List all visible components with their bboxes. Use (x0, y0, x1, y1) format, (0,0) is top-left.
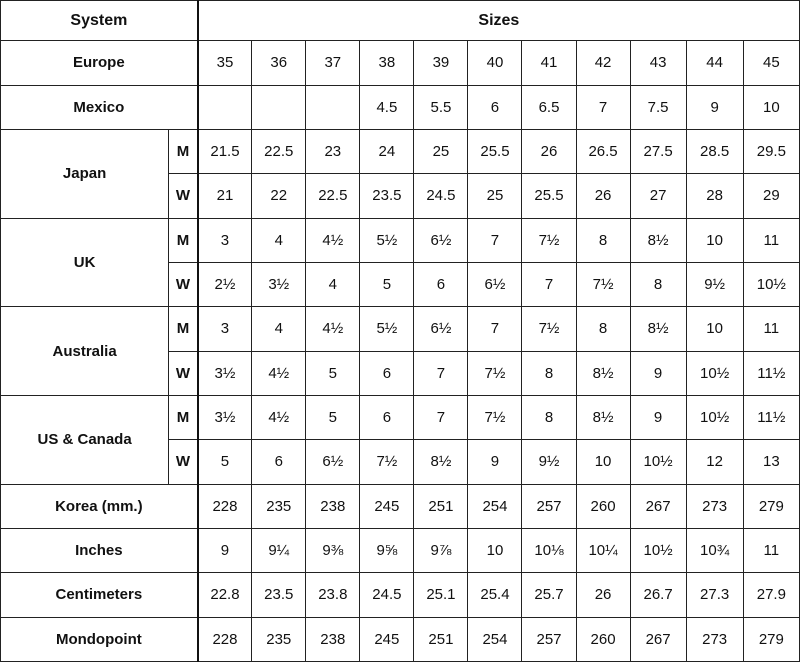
size-cell: 13 (743, 440, 799, 484)
size-cell: 9⅞ (414, 528, 468, 572)
size-cell: 7 (576, 85, 630, 129)
table-row (1, 307, 800, 351)
size-cell: 10½ (686, 395, 743, 439)
size-cell: 21 (198, 174, 252, 218)
size-cell: 26 (576, 573, 630, 617)
size-cell: 238 (306, 484, 360, 528)
size-cell: 5 (306, 395, 360, 439)
size-cell: 8½ (630, 218, 686, 262)
system-label: Korea (mm.) (1, 484, 198, 528)
system-header: System (1, 1, 198, 41)
size-cell: 6 (360, 351, 414, 395)
size-cell: 4 (306, 262, 360, 306)
table-row (1, 395, 800, 439)
size-cell: 10½ (686, 351, 743, 395)
size-cell: 24.5 (360, 573, 414, 617)
system-label: UK (1, 218, 169, 307)
size-cell: 3½ (198, 351, 252, 395)
size-cell: 25.5 (522, 174, 576, 218)
size-cell: 38 (360, 41, 414, 85)
table-row (1, 85, 800, 129)
size-cell: 40 (468, 41, 522, 85)
size-cell: 3½ (252, 262, 306, 306)
size-cell: 9 (630, 351, 686, 395)
size-cell: 7.5 (630, 85, 686, 129)
size-cell: 28 (686, 174, 743, 218)
size-cell: 5.5 (414, 85, 468, 129)
size-cell: 8½ (414, 440, 468, 484)
size-cell: 28.5 (686, 129, 743, 173)
table-row (1, 218, 800, 262)
size-cell: 6 (414, 262, 468, 306)
size-cell: 9 (686, 85, 743, 129)
size-cell: 10¾ (686, 528, 743, 572)
size-cell: 9 (468, 440, 522, 484)
size-cell: 26.5 (576, 129, 630, 173)
size-cell: 8½ (576, 395, 630, 439)
size-cell: 6½ (414, 218, 468, 262)
size-cell: 9 (198, 528, 252, 572)
size-cell: 12 (686, 440, 743, 484)
size-cell: 11 (743, 307, 799, 351)
system-label: Japan (1, 129, 169, 218)
size-cell: 4½ (252, 395, 306, 439)
size-cell: 7½ (360, 440, 414, 484)
size-cell: 21.5 (198, 129, 252, 173)
size-cell: 5 (306, 351, 360, 395)
size-cell: 8½ (576, 351, 630, 395)
size-cell: 26 (522, 129, 576, 173)
size-cell: 37 (306, 41, 360, 85)
size-cell: 4½ (306, 307, 360, 351)
size-cell: 25 (414, 129, 468, 173)
size-cell: 24 (360, 129, 414, 173)
table-row (1, 484, 800, 528)
size-cell: 27.3 (686, 573, 743, 617)
size-cell: 22.5 (252, 129, 306, 173)
size-cell: 8 (576, 307, 630, 351)
size-cell: 7½ (522, 218, 576, 262)
size-cell: 7½ (468, 351, 522, 395)
size-cell: 4 (252, 218, 306, 262)
size-cell: 9½ (522, 440, 576, 484)
size-cell: 4.5 (360, 85, 414, 129)
size-cell: 3 (198, 218, 252, 262)
system-label: Inches (1, 528, 198, 572)
size-cell: 257 (522, 617, 576, 661)
gender-label: M (169, 129, 198, 173)
size-cell: 29 (743, 174, 799, 218)
size-cell: 228 (198, 484, 252, 528)
size-cell: 251 (414, 617, 468, 661)
size-cell: 10 (686, 218, 743, 262)
size-cell: 27.9 (743, 573, 799, 617)
size-cell: 10⅛ (522, 528, 576, 572)
size-cell: 27.5 (630, 129, 686, 173)
size-cell: 11 (743, 218, 799, 262)
size-cell: 22.8 (198, 573, 252, 617)
size-cell: 29.5 (743, 129, 799, 173)
size-cell: 39 (414, 41, 468, 85)
size-cell: 25.5 (468, 129, 522, 173)
size-cell: 27 (630, 174, 686, 218)
size-cell: 7 (468, 218, 522, 262)
size-cell: 260 (576, 617, 630, 661)
size-cell: 25 (468, 174, 522, 218)
gender-label: M (169, 395, 198, 439)
size-cell: 5½ (360, 307, 414, 351)
size-cell: 35 (198, 41, 252, 85)
gender-label: W (169, 440, 198, 484)
size-cell: 267 (630, 484, 686, 528)
size-cell (252, 85, 306, 129)
size-cell: 43 (630, 41, 686, 85)
gender-label: W (169, 262, 198, 306)
size-cell: 23.8 (306, 573, 360, 617)
size-cell: 257 (522, 484, 576, 528)
size-cell: 23.5 (360, 174, 414, 218)
size-cell: 4 (252, 307, 306, 351)
size-cell: 235 (252, 484, 306, 528)
size-cell: 25.4 (468, 573, 522, 617)
size-cell: 6.5 (522, 85, 576, 129)
size-cell: 11½ (743, 395, 799, 439)
size-cell: 3 (198, 307, 252, 351)
size-cell: 238 (306, 617, 360, 661)
size-cell: 42 (576, 41, 630, 85)
size-cell: 9 (630, 395, 686, 439)
size-cell: 23.5 (252, 573, 306, 617)
size-cell: 6½ (468, 262, 522, 306)
gender-label: W (169, 351, 198, 395)
size-cell: 23 (306, 129, 360, 173)
size-cell: 7½ (522, 307, 576, 351)
size-cell: 245 (360, 617, 414, 661)
system-label: Australia (1, 307, 169, 396)
sizes-header: Sizes (198, 1, 800, 41)
size-cell: 235 (252, 617, 306, 661)
size-cell: 24.5 (414, 174, 468, 218)
size-cell: 5 (360, 262, 414, 306)
table-row (1, 129, 800, 173)
size-cell: 8 (630, 262, 686, 306)
header-row (1, 1, 800, 41)
size-cell: 279 (743, 484, 799, 528)
size-cell: 10¼ (576, 528, 630, 572)
size-cell: 267 (630, 617, 686, 661)
size-cell: 254 (468, 484, 522, 528)
size-cell (198, 85, 252, 129)
size-cell: 4½ (306, 218, 360, 262)
size-cell: 10 (468, 528, 522, 572)
size-cell: 6 (252, 440, 306, 484)
size-cell: 7 (414, 395, 468, 439)
size-cell: 8 (522, 351, 576, 395)
size-cell: 279 (743, 617, 799, 661)
size-cell: 2½ (198, 262, 252, 306)
size-cell: 260 (576, 484, 630, 528)
size-cell: 254 (468, 617, 522, 661)
size-cell: 11 (743, 528, 799, 572)
size-cell: 9⅝ (360, 528, 414, 572)
size-cell: 7 (468, 307, 522, 351)
size-cell: 9½ (686, 262, 743, 306)
size-cell: 10 (576, 440, 630, 484)
system-label: Mexico (1, 85, 198, 129)
size-cell: 25.1 (414, 573, 468, 617)
size-cell: 44 (686, 41, 743, 85)
table-row (1, 528, 800, 572)
system-label: Centimeters (1, 573, 198, 617)
size-cell: 8 (522, 395, 576, 439)
size-cell: 25.7 (522, 573, 576, 617)
size-cell: 10 (686, 307, 743, 351)
size-cell: 5 (198, 440, 252, 484)
size-cell: 6½ (414, 307, 468, 351)
table-row (1, 573, 800, 617)
size-cell: 9¼ (252, 528, 306, 572)
size-cell: 45 (743, 41, 799, 85)
size-cell: 6 (468, 85, 522, 129)
size-cell: 22.5 (306, 174, 360, 218)
size-cell: 22 (252, 174, 306, 218)
size-cell: 5½ (360, 218, 414, 262)
size-cell: 26.7 (630, 573, 686, 617)
size-cell: 10½ (630, 528, 686, 572)
size-cell: 10½ (630, 440, 686, 484)
system-label: Mondopoint (1, 617, 198, 661)
size-cell: 245 (360, 484, 414, 528)
table-row (1, 617, 800, 661)
size-cell: 11½ (743, 351, 799, 395)
size-cell: 228 (198, 617, 252, 661)
size-cell (306, 85, 360, 129)
system-label: Europe (1, 41, 198, 85)
size-cell: 7 (414, 351, 468, 395)
size-cell: 10 (743, 85, 799, 129)
size-cell: 7½ (468, 395, 522, 439)
size-cell: 36 (252, 41, 306, 85)
size-cell: 10½ (743, 262, 799, 306)
size-cell: 7½ (576, 262, 630, 306)
size-cell: 6½ (306, 440, 360, 484)
size-cell: 273 (686, 484, 743, 528)
size-cell: 3½ (198, 395, 252, 439)
size-cell: 6 (360, 395, 414, 439)
size-cell: 251 (414, 484, 468, 528)
size-cell: 4½ (252, 351, 306, 395)
system-label: US & Canada (1, 395, 169, 484)
size-cell: 9⅜ (306, 528, 360, 572)
gender-label: W (169, 174, 198, 218)
size-cell: 8½ (630, 307, 686, 351)
table-row (1, 41, 800, 85)
size-cell: 7 (522, 262, 576, 306)
gender-label: M (169, 307, 198, 351)
size-cell: 273 (686, 617, 743, 661)
gender-label: M (169, 218, 198, 262)
size-cell: 26 (576, 174, 630, 218)
size-cell: 8 (576, 218, 630, 262)
size-cell: 41 (522, 41, 576, 85)
